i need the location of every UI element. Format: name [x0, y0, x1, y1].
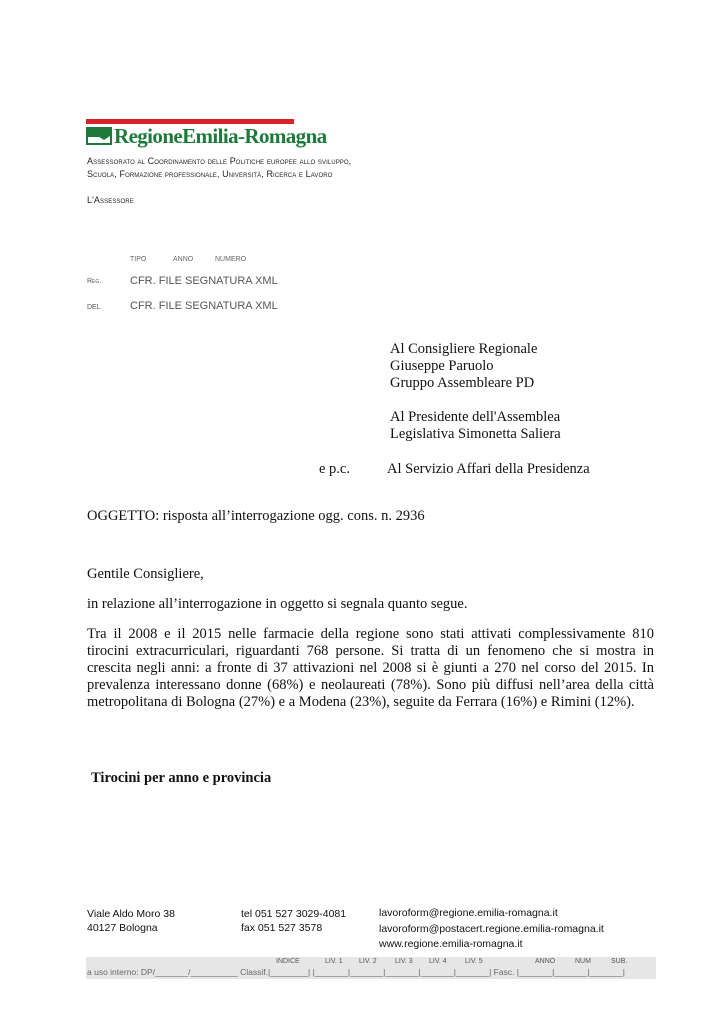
- footer-anno-label: ANNO: [535, 958, 556, 965]
- footer-website[interactable]: www.regione.emilia-romagna.it: [379, 938, 523, 950]
- footer-tel: tel 051 527 3029-4081: [241, 908, 347, 920]
- letter-greeting: Gentile Consigliere,: [87, 566, 204, 582]
- protocol-del-label: DEL: [87, 304, 101, 311]
- footer-liv3-label: LIV. 3: [395, 958, 413, 965]
- protocol-tipo-label: TIPO: [130, 256, 147, 263]
- cc-recipient: Al Servizio Affari della Presidenza: [387, 461, 590, 477]
- protocol-anno-label: ANNO: [173, 256, 194, 263]
- footer-fax: fax 051 527 3578: [241, 922, 323, 934]
- recipient-2-line-1: Al Presidente dell'Assemblea: [390, 409, 561, 425]
- department-line-1: Assessorato al Coordinamento delle Politiche europee allo sviluppo,: [87, 156, 352, 166]
- footer-email-1[interactable]: lavoroform@regione.emilia-romagna.it: [379, 907, 558, 919]
- logo-text: RegioneEmilia-Romagna: [114, 124, 327, 148]
- letter-paragraph-text: Tra il 2008 e il 2015 nelle farmacie della regione sono stati attivati complessivamente 810 tirocini extracurriculari, riguardanti 768 persone. Si tratta di un fenomeno che si mostra in crescita negli anni: a fronte di 37 attivazioni nel 2008 si è giunti a 270 nel corso del 2015. In prevalenza interessano donne (68%) e neolaureati (78%). Sono più diffusi nell’area della città metropolitana di Bologna (27%) e a Modena (23%), seguite da Ferrara (16%) e Rimini (12%).: [87, 626, 654, 710]
- protocol-reg-value: CFR. FILE SEGNATURA XML: [130, 275, 278, 287]
- recipient-2-line-2: Legislativa Simonetta Saliera: [390, 426, 561, 442]
- footer-liv5-label: LIV. 5: [465, 958, 483, 965]
- protocol-del-value: CFR. FILE SEGNATURA XML: [130, 300, 278, 312]
- footer-indice-label: INDICE: [276, 958, 300, 965]
- footer-internal-use-line: a uso interno: DP/_______/__________ Classif.|________| |_______|_______|_______|_______|_______| Fasc. |_______|_______|_______|: [87, 967, 625, 977]
- footer-address-line-1: Viale Aldo Moro 38: [87, 908, 175, 920]
- footer-liv4-label: LIV. 4: [429, 958, 447, 965]
- cc-label: e p.c.: [319, 461, 350, 477]
- protocol-numero-label: NUMERO: [215, 256, 247, 263]
- recipient-1-line-1: Al Consigliere Regionale: [390, 341, 538, 357]
- footer-liv2-label: LIV. 2: [359, 958, 377, 965]
- region-flag-icon: [86, 127, 112, 145]
- footer-liv1-label: LIV. 1: [325, 958, 343, 965]
- footer-email-2[interactable]: lavoroform@postacert.regione.emilia-romagna.it: [379, 923, 604, 935]
- footer-sub-label: SUB.: [611, 958, 628, 965]
- footer-num-label: NUM: [575, 958, 591, 965]
- assessore-label: L'Assessore: [87, 195, 134, 205]
- section-title: Tirocini per anno e provincia: [91, 770, 272, 786]
- letter-intro: in relazione all’interrogazione in oggetto si segnala quanto segue.: [87, 596, 468, 612]
- protocol-reg-label: Reg.: [87, 278, 102, 285]
- letter-subject: OGGETTO: risposta all’interrogazione ogg. cons. n. 2936: [87, 508, 425, 524]
- recipient-1-line-2: Giuseppe Paruolo: [390, 358, 494, 374]
- recipient-1-line-3: Gruppo Assembleare PD: [390, 375, 535, 391]
- department-line-2: Scuola, Formazione professionale, Università, Ricerca e Lavoro: [87, 169, 333, 179]
- letter-paragraph: [87, 626, 654, 711]
- footer-address-line-2: 40127 Bologna: [87, 922, 158, 934]
